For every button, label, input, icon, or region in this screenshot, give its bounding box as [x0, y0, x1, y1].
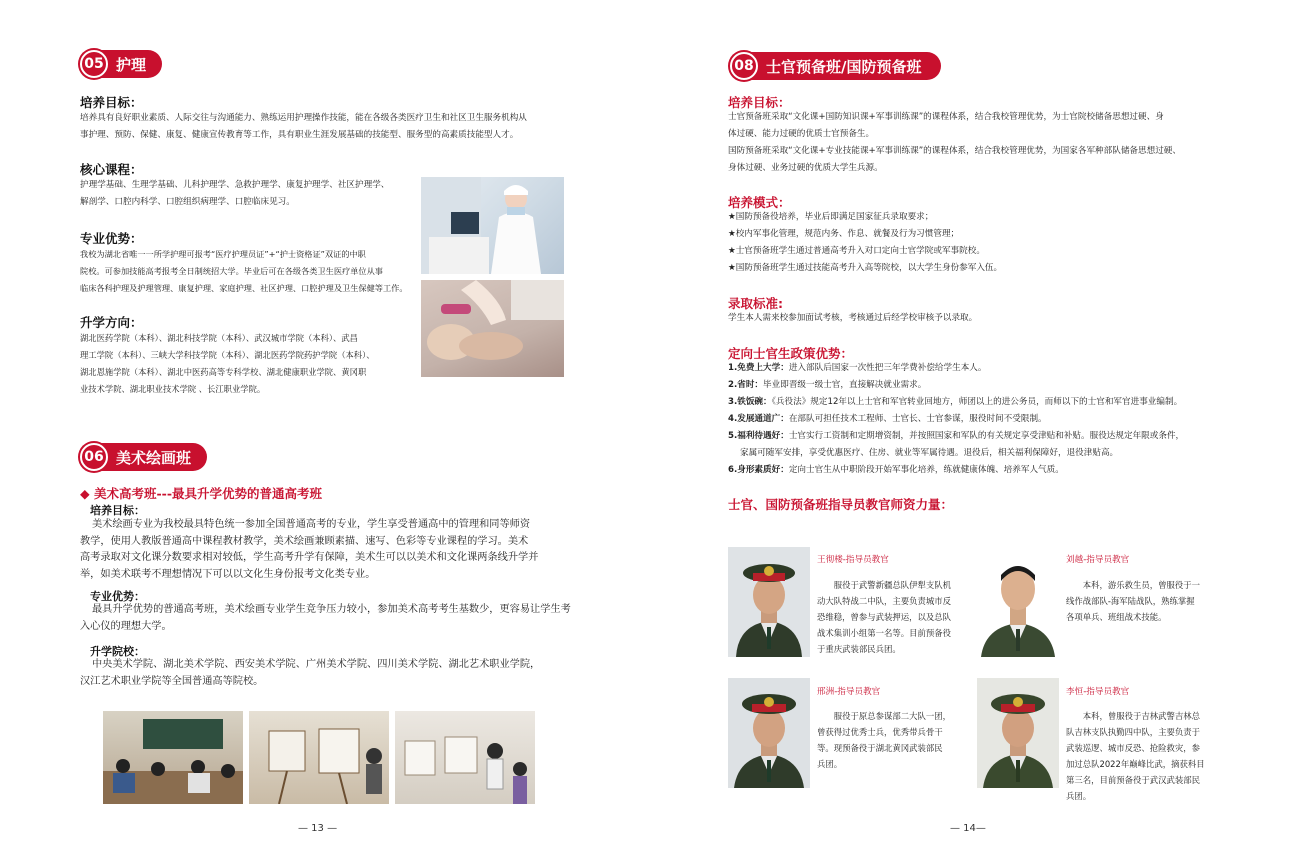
policy-item: 3.铁饭碗：《兵役法》规定12年以上士官和军官转业回地方，师团以上的进公务员，而师以下的士官和军官进事业编制。 — [728, 397, 1183, 407]
art-goal-heading: 培养目标： — [90, 504, 145, 517]
policy-item: 2.省时：毕业即晋级一级士官，直接解决就业需求。 — [728, 380, 927, 390]
section-title: 护理 — [116, 55, 147, 74]
studio-illustration — [249, 711, 389, 804]
instructor-name: 刘越-指导员教官 — [1066, 555, 1130, 565]
section-number: 06 — [80, 443, 108, 471]
soldier-portrait — [977, 557, 1059, 657]
soldier-portrait-icon — [977, 557, 1059, 657]
instructor-bio: 本科，游乐救生员，曾服役于一 线作战部队-海军陆战队，熟练掌握 各项单兵、班组战术技能。 — [1066, 580, 1201, 622]
military-admission-heading: 录取标准: — [728, 296, 783, 311]
art-adv-heading: 专业优势： — [90, 590, 145, 603]
art-adv-text: 最具升学优势的普通高考班，美术绘画专业学生竞争压力较小，参加美术高考考生基数少，更容易让学生考 入心仪的理想大学。 — [80, 604, 571, 632]
staff-heading: 士官、国防预备班指导员教官师资力量： — [728, 497, 954, 512]
drawing-class-photo — [395, 711, 535, 804]
section-title: 士官预备班/国防预备班 — [766, 57, 922, 76]
soldier-portrait — [728, 547, 810, 657]
military-mode-text: ★国防预备役培养，毕业后即满足国家征兵录取要求； ★校内军事化管理，规范内务、作息、就餐及行为习惯管理； ★士官预备班学生通过普通高考升入对口定向士官学院或军事院校。 ★国防预备班学生通过技能高考升入高等院校，以大学生身份参军入伍。 — [728, 212, 1003, 273]
art-up-heading: 升学院校： — [90, 645, 145, 658]
page-number-right: — 14— — [950, 823, 986, 834]
instructor-bio: 服役于原总参谋部二大队一团， 曾获得过优秀士兵，优秀带兵骨干 等。现预备役于湖北黄冈武装部民 兵团。 — [817, 711, 952, 769]
instructor-name: 李恒-指导员教官 — [1066, 687, 1130, 697]
policy-item: 1.免费上大学：进入部队后国家一次性把三年学费补偿给学生本人。 — [728, 363, 987, 373]
military-mode-heading: 培养模式： — [728, 195, 791, 210]
nursing-goal-text: 培养具有良好职业素质、人际交往与沟通能力、熟练运用护理操作技能，能在各级各类医疗卫生和社区卫生服务机构从 事护理、预防、保健、康复、健康宣传教育等工作，具有职业生涯发展基础的技能型、服务型的高素质技能型人才。 — [80, 113, 527, 140]
nursing-up-heading: 升学方向： — [80, 315, 143, 330]
mannequin-photo — [421, 280, 564, 377]
soldier-portrait-icon — [977, 678, 1059, 788]
military-policy-heading: 定向士官生政策优势： — [728, 346, 854, 361]
nursing-up-text: 湖北医药学院（本科）、湖北科技学院（本科）、武汉城市学院（本科）、武昌 理工学院（本科）、三峡大学科技学院（本科）、湖北医药学院药护学院（本科）、 湖北恩施学院（本科）、湖北中医药高等专科学校、湖北健康职业学院、黄冈职 业技术学院、湖北职业技术学院 、长江职业学院。 — [80, 333, 375, 394]
military-admission-text: 学生本人需来校参加面试考核，考核通过后经学校审核予以录取。 — [728, 313, 978, 323]
policy-item: 4.发展通道广：在部队可担任技术工程师、士官长、士官参谋，服役时间不受限制。 — [728, 414, 1047, 424]
nursing-core-text: 护理学基础、生理学基础、儿科护理学、急救护理学、康复护理学、社区护理学、 解剖学、口腔内科学、口腔组织病理学、口腔临床见习。 — [80, 180, 390, 207]
nurse-illustration — [421, 177, 564, 274]
studio-photo — [249, 711, 389, 804]
soldier-portrait — [977, 678, 1059, 788]
nursing-adv-heading: 专业优势： — [80, 231, 143, 246]
section-05-badge — [80, 50, 162, 78]
instructor-bio: 服役于武警新疆总队伊犁支队机 动大队特战二中队，主要负责城市反 恐维稳，曾参与武装押运，以及总队 战术集训小组第一名等。目前预备役 于重庆武装部民兵团。 — [817, 580, 952, 654]
policy-item: 6.身形素质好：定向士官生从中职阶段开始军事化培养，练就健康体魄、培养军人气质。 — [728, 465, 1064, 475]
nursing-goal-heading: 培养目标： — [80, 95, 143, 110]
military-goal-heading: 培养目标： — [728, 95, 791, 110]
policy-item: 5.福利待遇好：士官实行工资制和定期增资制，并按照国家和军队的有关规定享受津贴和补贴。服役达规定年限或条件， — [728, 431, 1185, 441]
nursing-adv-text: 我校为湖北省唯一一所学护理可报考“医疗护理员证”+“护士资格证”双证的中职 院校。可参加技能高考报考全日制统招大学。毕业后可在各级各类卫生医疗单位从事 临床各科护理及护理管理、康复护理、家庭护理、社区护理、口腔护理及卫生保健等工作。 — [80, 249, 408, 293]
nursing-core-heading: 核心课程： — [80, 162, 143, 177]
section-number: 08 — [730, 52, 758, 80]
art-up-text: 中央美术学院、湖北美术学院、西安美术学院、广州美术学院、四川美术学院、湖北艺术职业学院， 汉江艺术职业学院等全国普通高等院校。 — [80, 659, 541, 687]
page-number-left: — 13 — — [298, 823, 338, 834]
section-06-badge — [80, 443, 207, 471]
instructor-name: 邢洲-指导员教官 — [817, 687, 881, 697]
instructor-bio: 本科，曾服役于吉林武警吉林总 队吉林支队执勤四中队，主要负责于 武装巡逻、城市反恐、抢险救灾，参 加过总队2022年巅峰比武，摘获科目 第三名，目前预备役于武汉武装部民 兵团。 — [1066, 711, 1205, 801]
military-policy-list — [728, 360, 1184, 479]
drawing-class-illustration — [395, 711, 535, 804]
art-goal-text: 美术绘画专业为我校最具特色统一参加全国普通高考的专业，学生享受普通高中的管理和同等师资 教学，使用人教版普通高中课程教材教学，美术绘画兼顾素描、速写、色彩等专业课程的学习。美术 高考录取对文化课分数要求相对较低，学生高考升学有保障，美术生可以以美术和文化课两条线升学并 举，如美术联考不理想情况下可以以文化生身份报考文化类专业。 — [80, 519, 539, 580]
policy-item: 家属可随军安排，享受优惠医疗、住房、就业等军属待遇。退役后，相关福利保障好，退役津贴高。 — [740, 448, 1119, 458]
soldier-portrait — [728, 678, 810, 788]
nurse-photo — [421, 177, 564, 274]
section-title: 美术绘画班 — [116, 448, 192, 467]
soldier-portrait-icon — [728, 547, 810, 657]
section-08-badge — [730, 52, 941, 80]
soldier-portrait-icon — [728, 678, 810, 788]
section-number: 05 — [80, 50, 108, 78]
instructor-name: 王彻楼-指导员教官 — [817, 555, 889, 565]
art-subtitle: ◆ 美术高考班---最具升学优势的普通高考班 — [80, 486, 323, 501]
classroom-illustration — [103, 711, 243, 804]
military-goal-text: 士官预备班采取“文化课+国防知识课+军事训练课”的课程体系，结合我校管理优势，为士官院校储备思想过硬、身 体过硬、能力过硬的优质士官预备生。 国防预备班采取“文化课+专业技能课+军事训练课”的课程体系，结合我校管理优势，为国家各军种部队储备思想过硬、 身体过硬、业务过硬的优质大学生兵源。 — [728, 112, 1181, 173]
classroom-photo — [103, 711, 243, 804]
cpr-mannequin-illustration — [421, 280, 564, 377]
